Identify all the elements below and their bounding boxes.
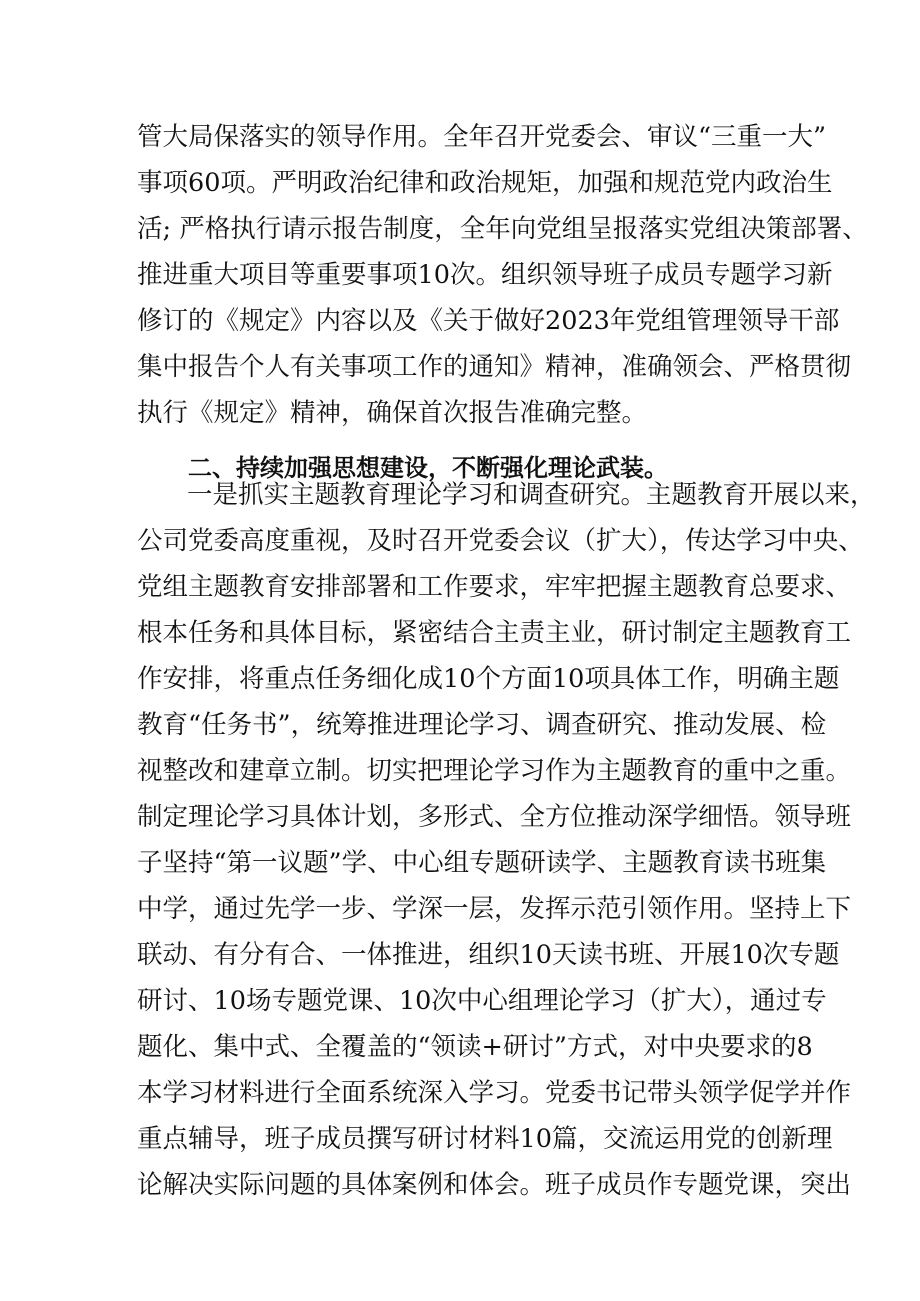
paragraph-2-line: 重点辅导，班子成员撰写研讨材料10篇，交流运用党的创新理: [137, 1124, 833, 1154]
paragraph-2-line: 作安排，将重点任务细化成10个方面10项具体工作，明确主题: [137, 664, 840, 694]
paragraph-1: [137, 114, 868, 436]
paragraph-1-line: 活; 严格执行请示报告制度，全年向党组呈报落实党组决策部署、: [137, 214, 868, 244]
paragraph-1-line: 修订的《规定》内容以及《关于做好2023年党组管理领导干部: [137, 306, 840, 336]
paragraph-1-line: 管大局保落实的领导作用。全年召开党委会、审议“三重一大”: [137, 122, 827, 152]
paragraph-2-line: 研讨、10场专题党课、10次中心组理论学习（扩大），通过专: [137, 986, 827, 1016]
paragraph-2: [137, 472, 876, 1208]
paragraph-1-line: 集中报告个人有关事项工作的通知》精神，准确领会、严格贯彻: [137, 352, 852, 382]
paragraph-2-line: 中学，通过先学一步、学深一层，发挥示范引领作用。坚持上下: [137, 894, 852, 924]
paragraph-2-line: 制定理论学习具体计划，多形式、全方位推动深学细悟。领导班: [137, 802, 852, 832]
paragraph-2-line: 联动、有分有合、一体推进，组织10天读书班、开展10次专题: [137, 940, 840, 970]
paragraph-1-line: 推进重大项目等重要事项10次。组织领导班子成员专题学习新: [137, 260, 833, 290]
paragraph-2-line: 子坚持“第一议题”学、中心组专题研读学、主题教育读书班集: [137, 848, 827, 878]
paragraph-2-line: 论解决实际问题的具体案例和体会。班子成员作专题党课，突出: [137, 1170, 852, 1200]
paragraph-2-line: 题化、集中式、全覆盖的“领读+研讨”方式，对中央要求的8: [137, 1032, 813, 1062]
paragraph-2-line: 教育“任务书”，统筹推进理论学习、调查研究、推动发展、检: [137, 710, 827, 740]
paragraph-2-line: 党组主题教育安排部署和工作要求，牢牢把握主题教育总要求、: [137, 572, 852, 602]
paragraph-2-line: 视整改和建章立制。切实把理论学习作为主题教育的重中之重。: [137, 756, 852, 786]
section-heading: 二、持续加强思想建设，不断强化理论武装。: [188, 454, 668, 482]
paragraph-1-line: 执行《规定》精神，确保首次报告准确完整。: [137, 398, 648, 428]
paragraph-1-line: 事项60项。严明政治纪律和政治规矩，加强和规范党内政治生: [137, 168, 833, 198]
paragraph-2-line: 本学习材料进行全面系统深入学习。党委书记带头领学促学并作: [137, 1078, 852, 1108]
paragraph-2-line: 一是抓实主题教育理论学习和调查研究。主题教育开展以来，: [187, 480, 876, 510]
paragraph-2-line: 根本任务和具体目标，紧密结合主责主业，研讨制定主题教育工: [137, 618, 852, 648]
paragraph-2-line: 公司党委高度重视，及时召开党委会议（扩大），传达学习中央、: [137, 526, 864, 556]
